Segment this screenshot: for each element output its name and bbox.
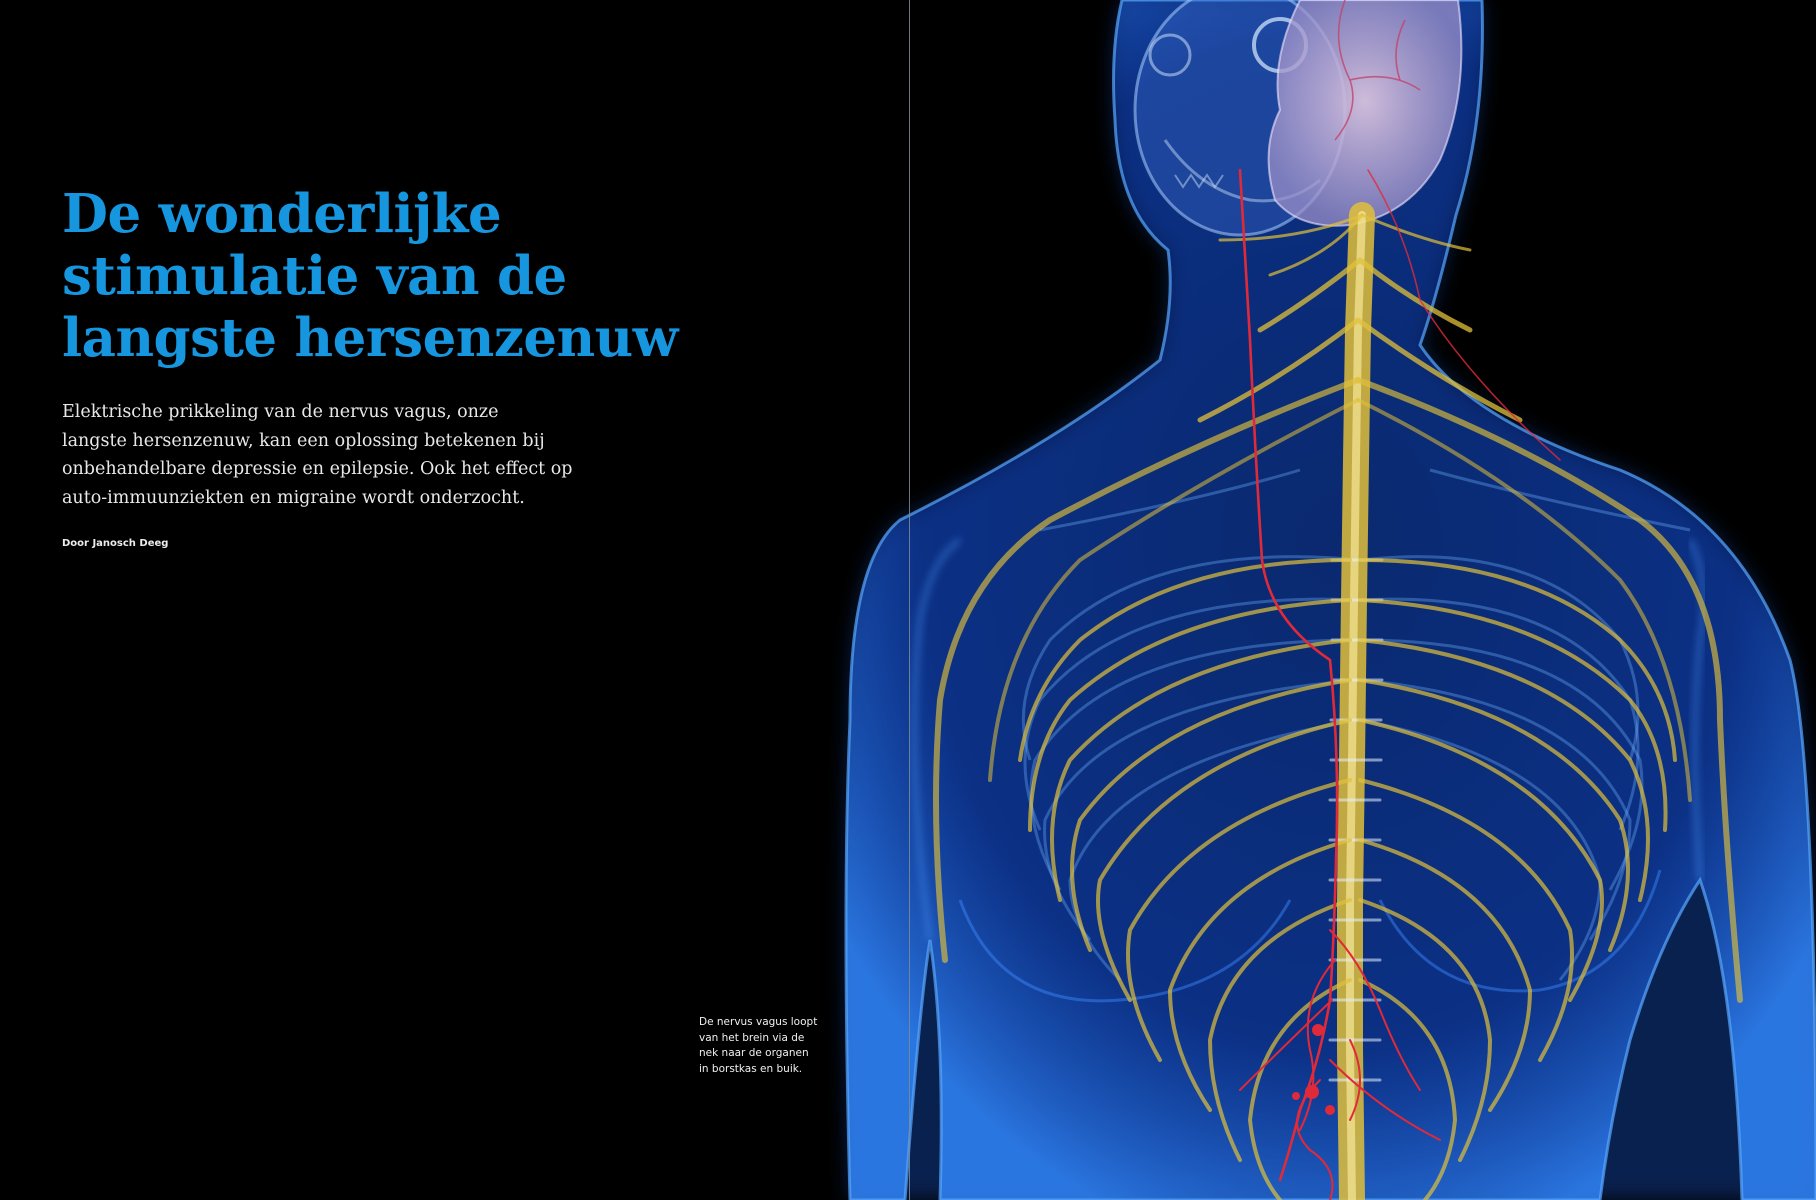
page-gutter: [909, 0, 910, 1200]
headline-line: stimulatie van de: [62, 245, 567, 307]
author-byline: Door Janosch Deeg: [62, 538, 169, 549]
intro-line: onbehandelbare depressie en epilepsie. Ook het effect op: [62, 459, 573, 479]
intro-line: langste hersenzenuw, kan een oplossing betekenen bij: [62, 430, 545, 451]
intro-line: auto-immuunziekten en migraine wordt onderzocht.: [62, 487, 525, 508]
intro-line: Elektrische prikkeling van de nervus vagus, onze: [62, 402, 499, 422]
headline-line: langste hersenzenuw: [62, 307, 678, 369]
caption-line: nek naar de organen: [699, 1047, 809, 1059]
caption-line: van het brein via de: [699, 1031, 805, 1044]
caption-line: in borstkas en buik.: [699, 1062, 803, 1075]
article-intro: [62, 398, 622, 512]
headline-line: De wonderlijke: [62, 183, 502, 245]
caption-line: De nervus vagus loopt: [699, 1016, 818, 1028]
article-headline: [62, 183, 762, 369]
image-caption: [699, 1015, 829, 1077]
